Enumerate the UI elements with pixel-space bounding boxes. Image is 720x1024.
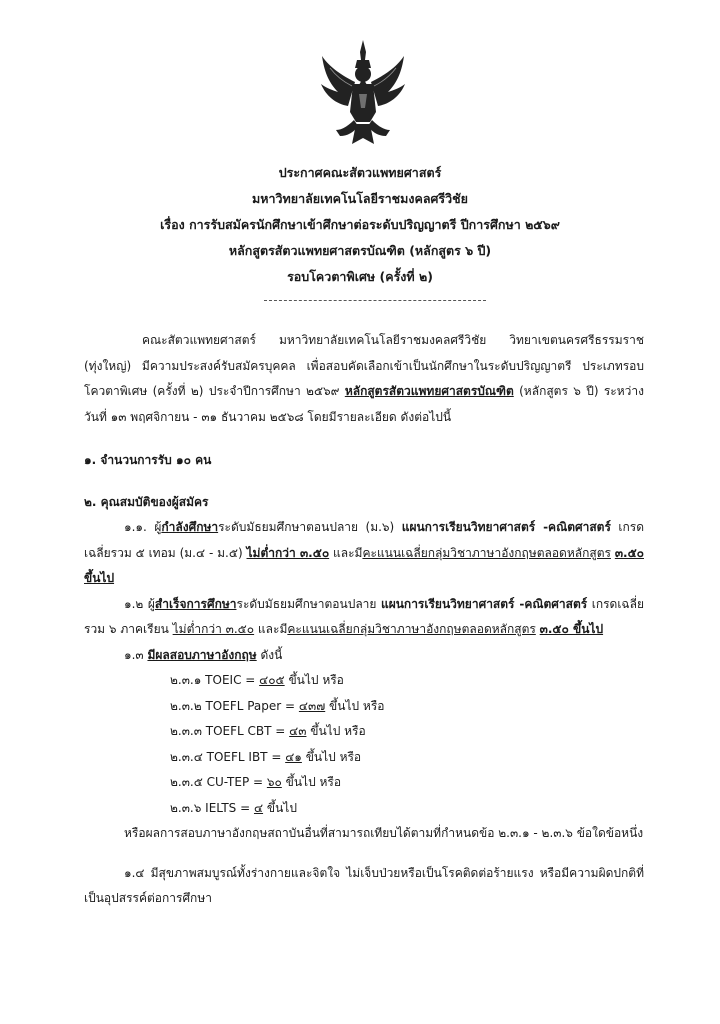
- qualification-1-2: ๑.๒ ผู้สำเร็จการศึกษาระดับมัธยมศึกษาตอนปลาย แผนการเรียนวิทยาศาสตร์ -คณิตศาสตร์ เกรดเฉลี่ยรวม ๖ ภาคเรียน ไม่ต่ำกว่า ๓.๕๐ และมีคะแนนเฉลี่ยกลุ่มวิชาภาษาอังกฤษตลอดหลักสูตร ๓.๕๐ ขึ้นไป: [84, 596, 644, 636]
- test-ielts: ๒.๓.๖ IELTS = ๔ ขึ้นไป: [170, 800, 297, 815]
- qualification-1-4: ๑.๔ มีสุขภาพสมบูรณ์ทั้งร่างกายและจิตใจ ไม่เจ็บป่วยหรือเป็นโรคติดต่อร้ายแรง หรือมีความผิดปกติที่เป็นอุปสรรค์ต่อการศึกษา: [84, 865, 644, 905]
- section-2-heading: ๒. คุณสมบัติของผู้สมัคร: [84, 494, 209, 509]
- qualification-1-1: ๑.๑. ผู้กำลังศึกษาระดับมัธยมศึกษาตอนปลาย (ม.๖) แผนการเรียนวิทยาศาสตร์ -คณิตศาสตร์ เกรดเฉลี่ยรวม ๕ เทอม (ม.๔ - ม.๕) ไม่ต่ำกว่า ๓.๕๐ และมีคะแนนเฉลี่ยกลุ่มวิชาภาษาอังกฤษตลอดหลักสูตร ๓.๕๐ ขึ้นไป: [84, 520, 644, 585]
- test-cu-tep: ๒.๓.๕ CU-TEP = ๖๐ ขึ้นไป หรือ: [170, 775, 342, 789]
- garuda-emblem-icon: [318, 38, 408, 148]
- english-test-list: [84, 668, 644, 821]
- header-line-program: หลักสูตรสัตวแพทยศาสตรบัณฑิต (หลักสูตร ๖ ปี): [228, 243, 492, 258]
- section-1-heading: ๑. จำนวนการรับ ๑๐ คน: [84, 453, 212, 467]
- intro-paragraph: คณะสัตวแพทยศาสตร์ มหาวิทยาลัยเทคโนโลยีราชมงคลศรีวิชัย วิทยาเขตนครศรีธรรมราช (ทุ่งใหญ่) มีความประสงค์รับสมัครบุคคล เพื่อสอบคัดเลือกเข้าเป็นนักศึกษาในระดับปริญญาตรี ประเภทรอบโควตาพิเศษ (ครั้งที่ ๒) ประจำปีการศึกษา ๒๕๖๙ หลักสูตรสัตวแพทยศาสตรบัณฑิต (หลักสูตร ๖ ปี) ระหว่างวันที่ ๑๓ พฤศจิกายน - ๓๑ ธันวาคม ๒๕๖๘ โดยมีรายละเอียด ดังต่อไปนี้: [84, 333, 644, 424]
- document-body: [84, 328, 644, 912]
- header-divider: [264, 300, 486, 301]
- header-line-university: มหาวิทยาลัยเทคโนโลยีราชมงคลศรีวิชัย: [252, 191, 468, 206]
- program-name: หลักสูตรสัตวแพทยศาสตรบัณฑิต: [344, 384, 514, 398]
- test-toefl-ibt: ๒.๓.๔ TOEFL IBT = ๔๑ ขึ้นไป หรือ: [170, 749, 362, 764]
- header-line-round: รอบโควตาพิเศษ (ครั้งที่ ๒): [287, 269, 433, 284]
- header-line-subject: เรื่อง การรับสมัครนักศึกษาเข้าศึกษาต่อระดับปริญญาตรี ปีการศึกษา ๒๕๖๙: [160, 217, 560, 232]
- header-line-faculty: ประกาศคณะสัตวแพทยศาสตร์: [278, 165, 442, 180]
- tests-equivalence-note: หรือผลการสอบภาษาอังกฤษสถาบันอื่นที่สามารถเทียบได้ตามที่กำหนดข้อ ๒.๓.๑ - ๒.๓.๖ ข้อใดข้อหนึ่ง: [124, 826, 644, 840]
- test-toefl-paper: ๒.๓.๒ TOEFL Paper = ๔๓๗ ขึ้นไป หรือ: [170, 698, 385, 713]
- test-toefl-cbt: ๒.๓.๓ TOEFL CBT = ๔๓ ขึ้นไป หรือ: [170, 724, 366, 738]
- qualification-1-3: ๑.๓ มีผลสอบภาษาอังกฤษ ดังนี้: [124, 647, 283, 662]
- test-toeic: ๒.๓.๑ TOEIC = ๔๐๕ ขึ้นไป หรือ: [170, 673, 344, 687]
- announcement-header: [0, 160, 720, 290]
